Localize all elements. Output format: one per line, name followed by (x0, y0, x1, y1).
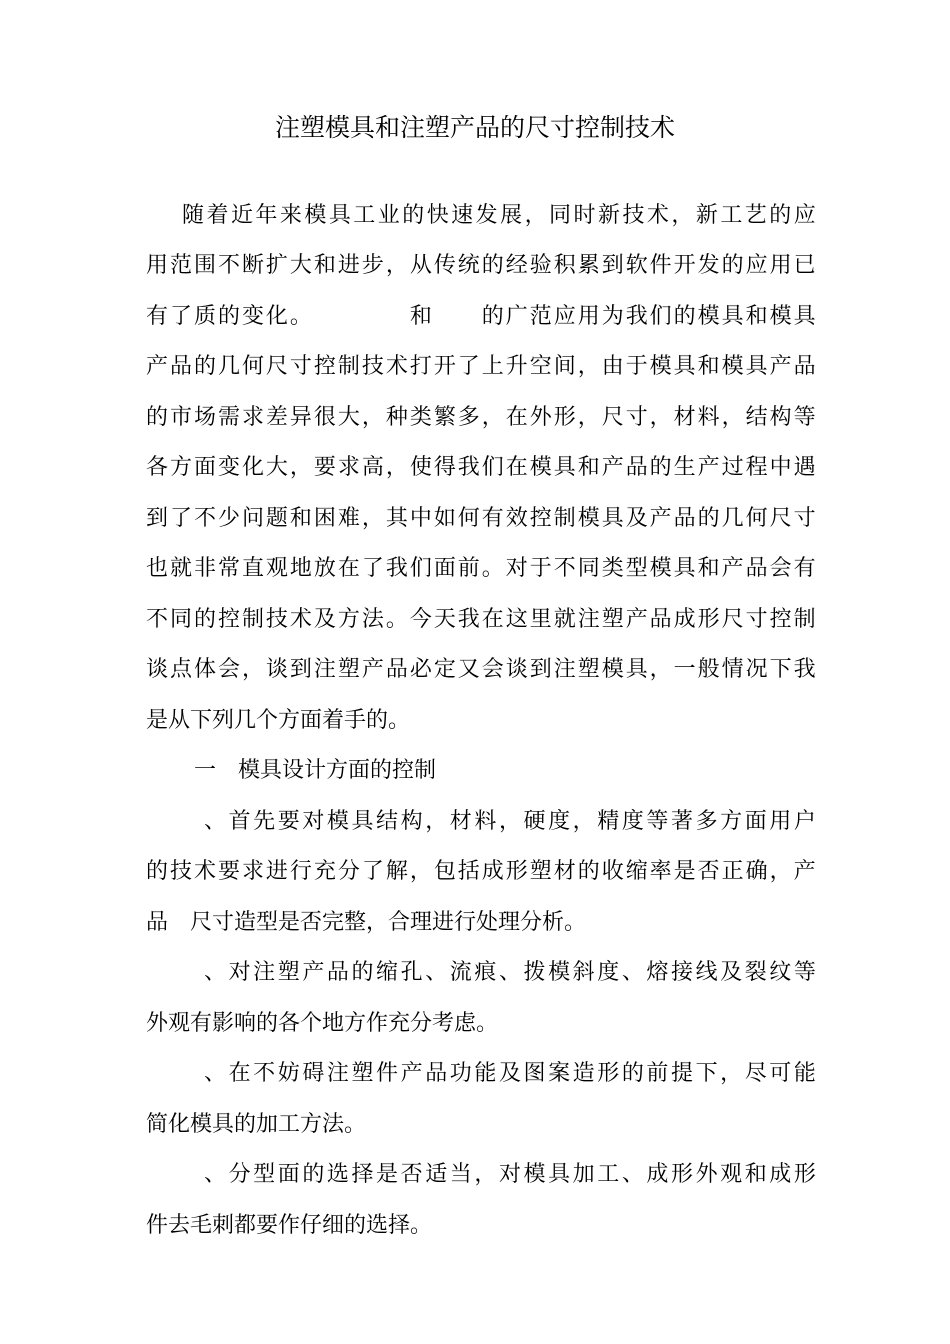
text-line: 谈 点 体 会 ， 谈 到 注 塑 产 品 必 定 又 会 谈 到 注 塑 模 具 ， 一 般 情 况 下 我 (146, 657, 816, 683)
text-line: 也 就 非 常 直 观 地 放 在 了 我 们 面 前 。 对 于 不 同 类 型 模 具 和 产 品 会 有 (146, 556, 816, 582)
text-line: 有 了 质 的 变 化 。 和 的 广 范 应 用 为 我 们 的 模 具 和 模 具 (146, 303, 816, 329)
text-line: 各 方 面 变 化 大 ， 要 求 高 ， 使 得 我 们 在 模 具 和 产 品 的 生 产 过 程 中 遇 (146, 455, 816, 481)
text-line: 到 了 不 少 问 题 和 困 难 ， 其 中 如 何 有 效 控 制 模 具 及 产 品 的 几 何 尺 寸 (146, 505, 816, 531)
text-line: 用 范 围 不 断 扩 大 和 进 步 ， 从 传 统 的 经 验 积 累 到 软 件 开 发 的 应 用 已 (146, 253, 816, 279)
text-line: 随 着 近 年 来 模 具 工 业 的 快 速 发 展 ， 同 时 新 技 术 ， 新 工 艺 的 应 (182, 202, 816, 228)
text-line: 件去毛刺都要作仔细的选择。 (146, 1212, 433, 1238)
text-line: 、 首 先 要 对 模 具 结 构 ， 材 料 ， 硬 度 ， 精 度 等 著 多 方 面 用 户 (204, 808, 816, 834)
text-line: 一 模具设计方面的控制 (194, 758, 437, 784)
text-line: 是从下列几个方面着手的。 (146, 707, 411, 733)
text-line: 产 品 的 几 何 尺 寸 控 制 技 术 打 开 了 上 升 空 间 ， 由 于 模 具 和 模 具 产 品 (146, 354, 816, 380)
text-line: 、 对 注 塑 产 品 的 缩 孔 、 流 痕 、 拨 模 斜 度 、 熔 接 线 及 裂 纹 等 (204, 960, 816, 986)
text-line: 的 市 场 需 求 差 异 很 大 ， 种 类 繁 多 ， 在 外 形 ， 尺 寸 ， 材 料 ， 结 构 等 (146, 404, 816, 430)
text-line: 品 尺寸造型是否完整，合理进行处理分析。 (146, 909, 587, 935)
text-line: 不 同 的 控 制 技 术 及 方 法 。 今 天 我 在 这 里 就 注 塑 产 品 成 形 尺 寸 控 制 (146, 606, 816, 632)
text-line: 外观有影响的各个地方作充分考虑。 (146, 1010, 499, 1036)
text-line: 、 分 型 面 的 选 择 是 否 适 当 ， 对 模 具 加 工 、 成 形 外 观 和 成 形 (204, 1162, 816, 1188)
text-line: 简化模具的加工方法。 (146, 1111, 367, 1137)
text-line: 、 在 不 妨 碍 注 塑 件 产 品 功 能 及 图 案 造 形 的 前 提 下 ， 尽 可 能 (204, 1061, 816, 1087)
text-line: 的 技 术 要 求 进 行 充 分 了 解 ， 包 括 成 形 塑 材 的 收 缩 率 是 否 正 确 ， 产 (146, 859, 816, 885)
document-title: 注塑模具和注塑产品的尺寸控制技术 (274, 113, 675, 142)
document-body (146, 188, 816, 1249)
